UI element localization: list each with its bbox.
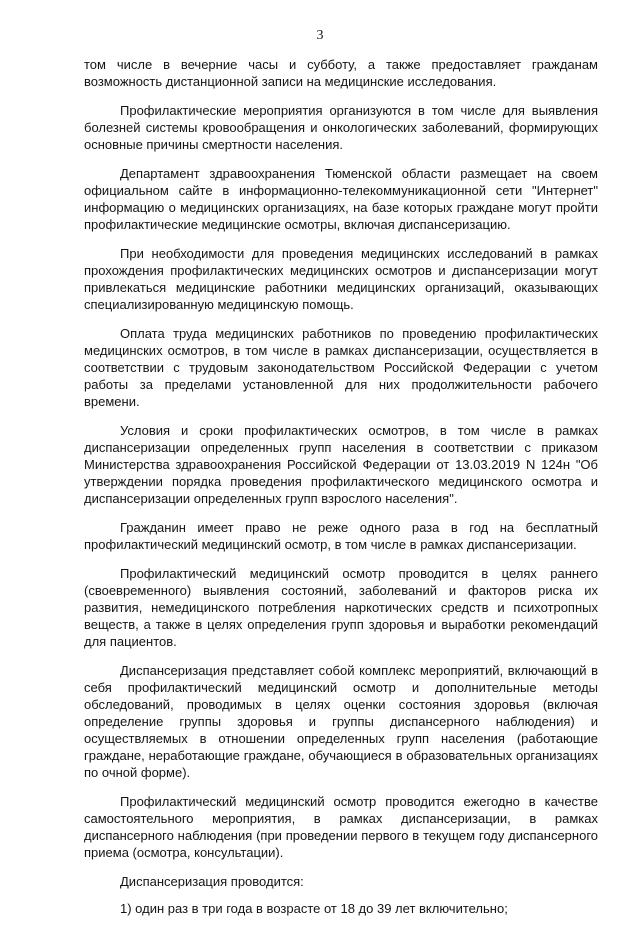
paragraph-continuation: том числе в вечерние часы и субботу, а также предоставляет гражданам возможность дистанционной записи на медицинские исследования. bbox=[84, 57, 598, 89]
paragraph-payment: Оплата труда медицинских работников по проведению профилактических медицинских осмотров, в том числе в рамках диспансеризации, осуществляется в соответствии с трудовым законодательством Российской Федерации с учетом работы за пределами установленной для них продолжительности рабочего времени. bbox=[84, 326, 598, 409]
list-item-age-18-39: 1) один раз в три года в возрасте от 18 до 39 лет включительно; bbox=[120, 901, 508, 916]
paragraph-prevention-measures: Профилактические мероприятия организуются в том числе для выявления болезней системы кровообращения и онкологических заболеваний, формирующих основные причины смертности населения. bbox=[84, 103, 598, 152]
paragraph-conditions-and-terms: Условия и сроки профилактических осмотров, в том числе в рамках диспансеризации определенных групп населения в соответствии с приказом Министерства здравоохранения Российской Федерации от 13.03.2019 N 124н "Об утверждении порядка проведения профилактического медицинского осмотра и диспансеризации определенных групп взрослого населения". bbox=[84, 423, 598, 506]
paragraph-dispensarization-definition: Диспансеризация представляет собой комплекс мероприятий, включающий в себя профилактический медицинский осмотр и дополнительные методы обследований, проводимых в целях оценки состояния здоровья (включая определение группы здоровья и группы диспансерного наблюдения) и осуществляемых в отношении определенных групп населения (работающие граждане, неработающие граждане, обучающиеся в образовательных организациях по очной форме). bbox=[84, 663, 598, 780]
document-body bbox=[84, 56, 598, 927]
paragraph-annual-checkup: Профилактический медицинский осмотр проводится ежегодно в качестве самостоятельного мероприятия, в рамках диспансеризации, в рамках диспансерного наблюдения (при проведении первого в текущем году диспансерного приема (осмотра, консультации). bbox=[84, 794, 598, 860]
page-number: 3 bbox=[316, 28, 324, 43]
paragraph-health-department-website: Департамент здравоохранения Тюменской области размещает на своем официальном сайте в информационно-телекоммуникационной сети "Интернет" информацию о медицинских организациях, на базе которых граждане могут пройти профилактические медицинские осмотры, включая диспансеризацию. bbox=[84, 166, 598, 232]
paragraph-specialist-involvement: При необходимости для проведения медицинских исследований в рамках прохождения профилактических медицинских осмотров и диспансеризации могут привлекаться медицинские работники медицинских организаций, оказывающих специализированную медицинскую помощь. bbox=[84, 246, 598, 312]
paragraph-citizen-right: Гражданин имеет право не реже одного раза в год на бесплатный профилактический медицинский осмотр, в том числе в рамках диспансеризации. bbox=[84, 520, 598, 552]
paragraph-checkup-purpose: Профилактический медицинский осмотр проводится в целях раннего (своевременного) выявления состояний, заболеваний и факторов риска их развития, немедицинского потребления наркотических средств и психотропных веществ, а также в целях определения групп здоровья и выработки рекомендаций для пациентов. bbox=[84, 566, 598, 649]
paragraph-dispensarization-schedule: Диспансеризация проводится: bbox=[120, 874, 304, 889]
